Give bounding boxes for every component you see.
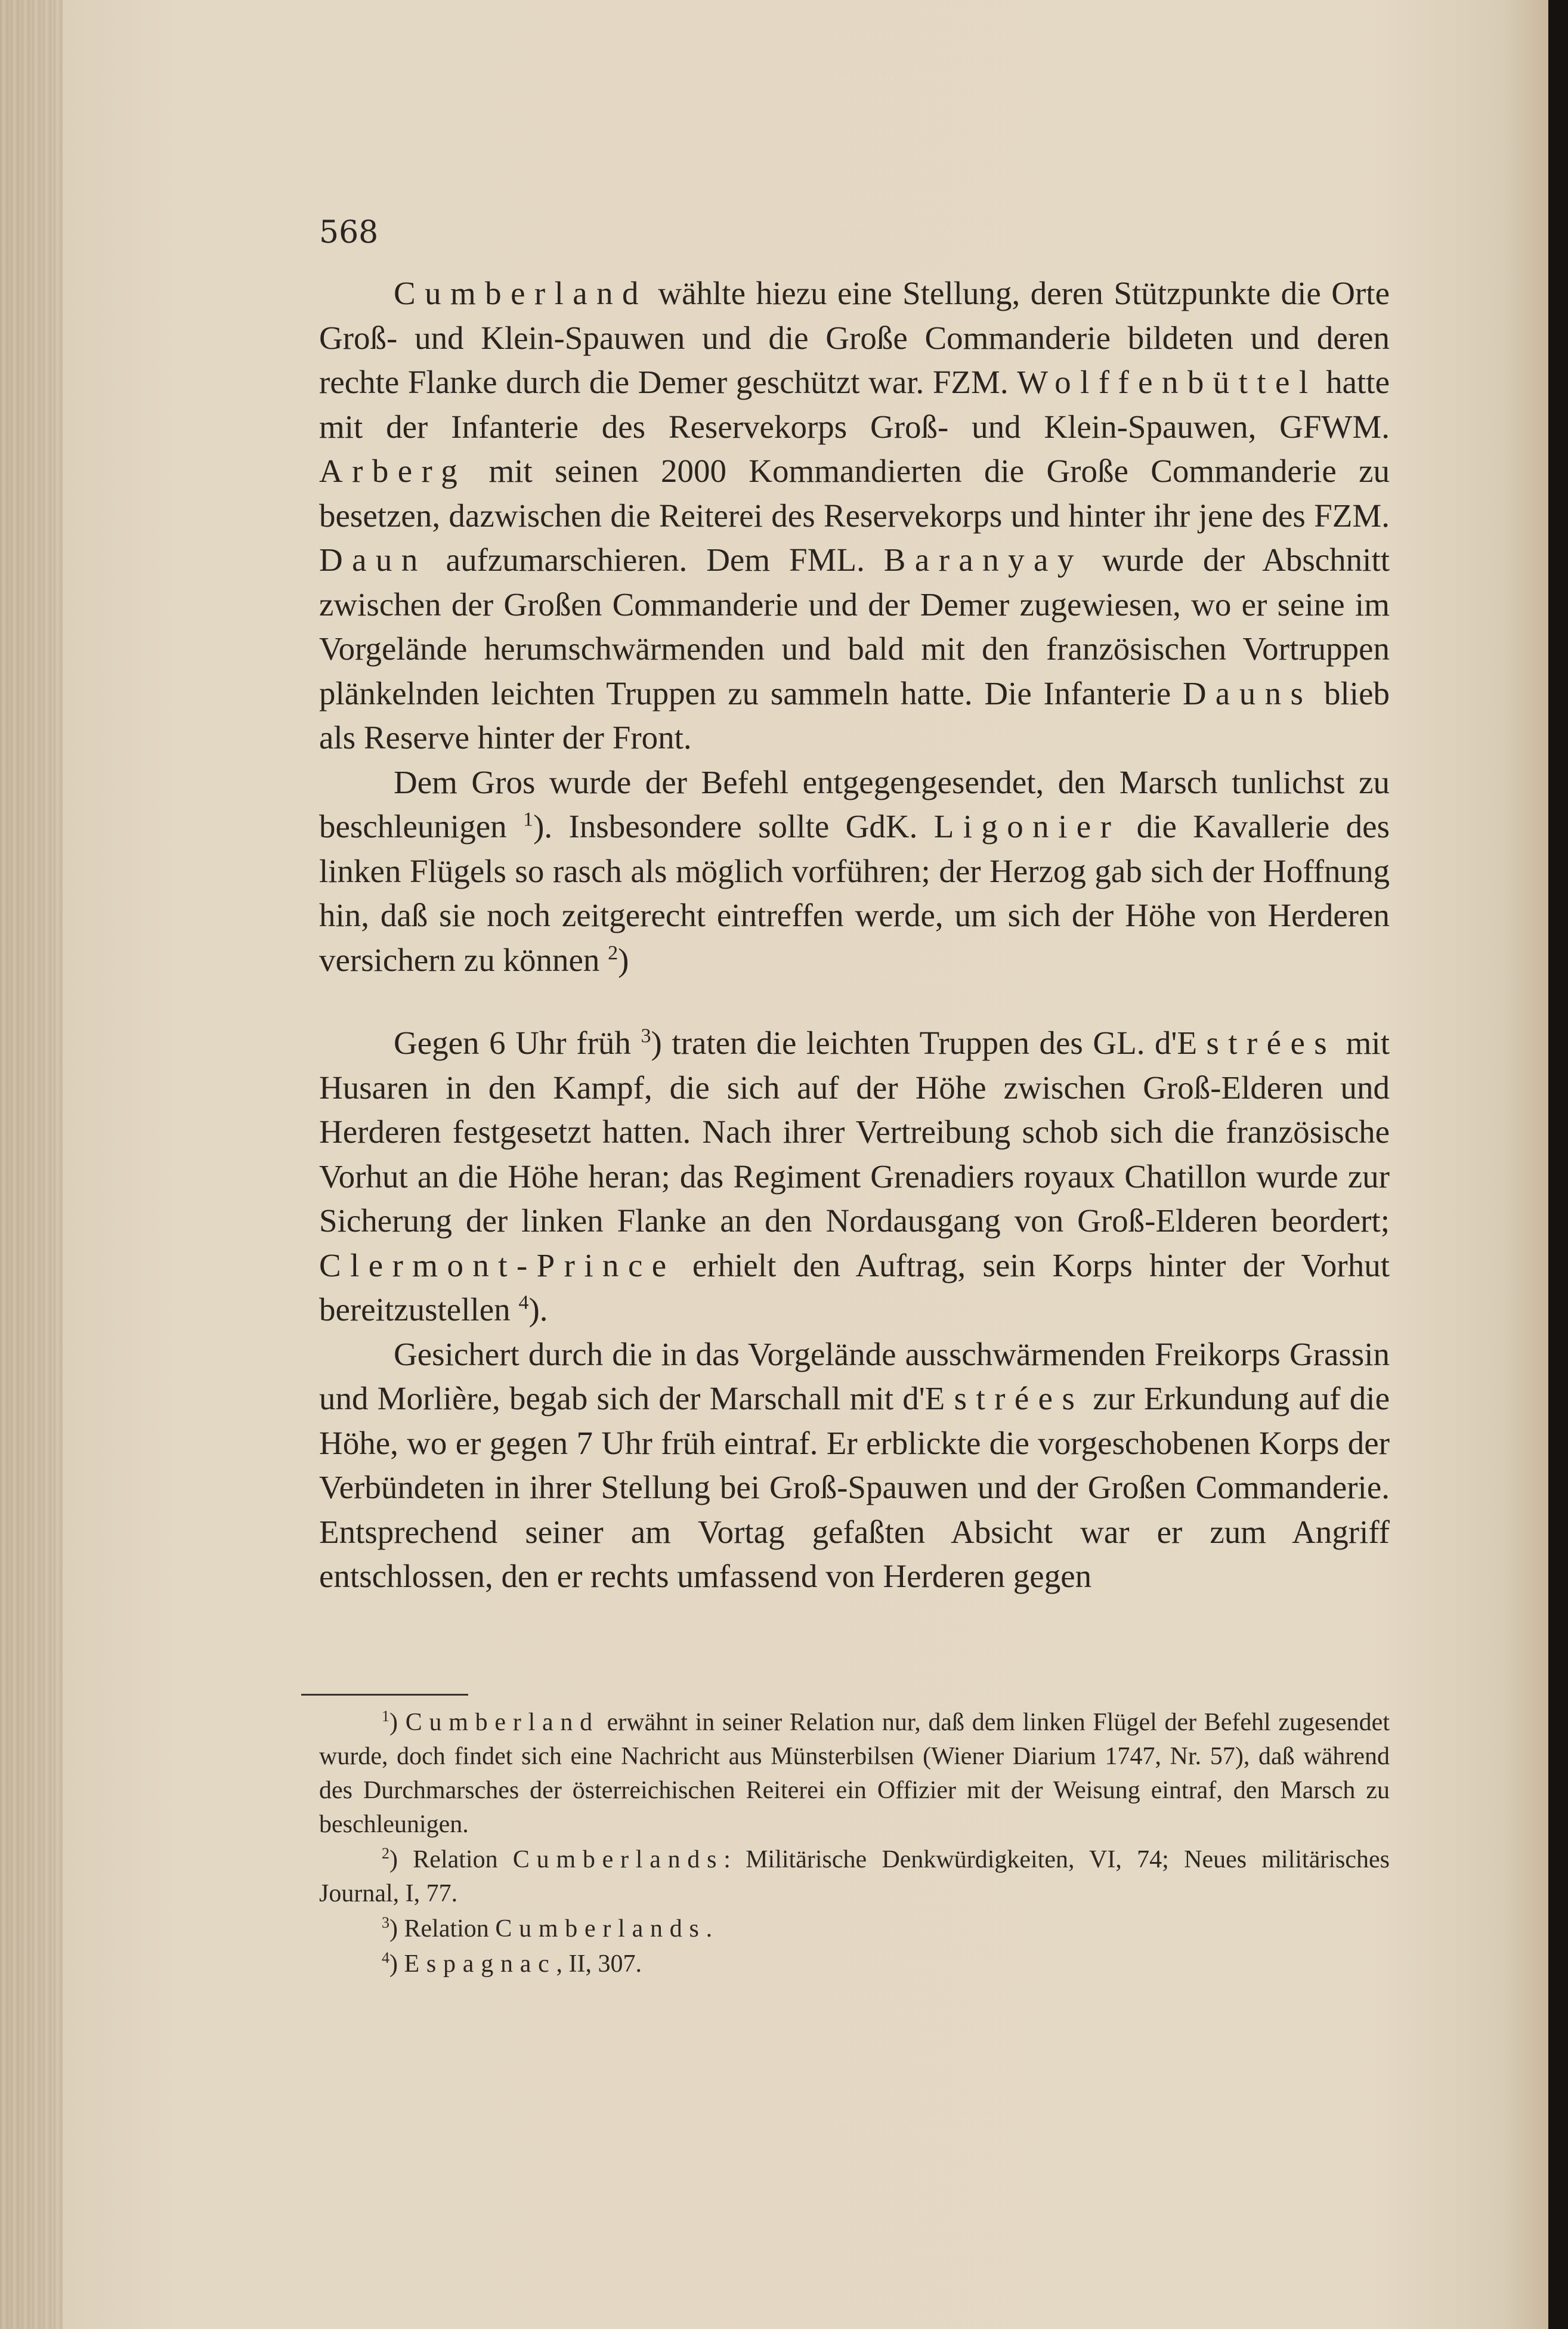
footnote-marker: 2: [608, 942, 618, 964]
text-run: ): [389, 1709, 406, 1736]
spaced-name: Wolffenbüttel: [1017, 364, 1318, 400]
footnote-marker: 4: [518, 1291, 529, 1314]
spaced-name: Cumberlands: [495, 1915, 706, 1943]
text-run: erwähnt in seiner Relation nur, daß dem linken Flügel der Befehl zugesendet wurde, doch findet sich eine Nachricht aus Münsterbilsen (Wiener Diarium 1747, Nr. 57), daß während des Durchmarsches der österreichischen Reiterei ein Offizier mit der Weisung eintraf, den Marsch zu beschleunigen.: [319, 1709, 1390, 1838]
footnote: [319, 1843, 1390, 1911]
footnote: [319, 1947, 1390, 1981]
page-number: 568: [319, 215, 379, 250]
text-run: Gegen 6 Uhr früh: [394, 1025, 641, 1061]
footnotes: [319, 1706, 1390, 1982]
text-run: zur Erkundung auf die Höhe, wo er gegen 7 Uhr früh eintraf. Er erblickte die vorgeschobenen Korps der Verbündeten in ihrer Stellung bei Groß-Spauwen und der Großen Commanderie. Entsprechend seiner am Vortag gefaßten Absicht war er zum Angriff entschlossen, den er rechts umfassend von Herderen gegen: [319, 1380, 1390, 1594]
text-run: ) Relation: [389, 1915, 496, 1943]
footnote-marker: 3: [382, 1914, 390, 1931]
paragraph: [319, 760, 1390, 983]
text-run: ).: [528, 1291, 548, 1328]
text-run: mit seinen 2000 Kommandierten die Große Commanderie zu besetzen, dazwischen die Reiterei des Reservekorps und hinter ihr jene des FZM.: [319, 453, 1390, 534]
text-run: hatte mit der Infanterie des Reservekorps Groß- und Klein-Spauwen, GFWM.: [319, 364, 1390, 445]
text-run: , II, 307.: [556, 1950, 642, 1978]
text-run: ): [618, 941, 629, 978]
footnote: [319, 1912, 1390, 1946]
footnote: [319, 1706, 1390, 1842]
text-run: blieb als Reserve hinter der Front.: [319, 675, 1390, 756]
text-run: mit Husaren in den Kampf, die sich auf der Höhe zwischen Groß-Elderen und Herderen festgesetzt hatten. Nach ihrer Vertreibung schob sich die französische Vorhut an die Höhe heran; das Regiment Grenadiers royaux Chatillon wurde zur Sicherung der linken Flanke an den Nordausgang von Groß-Elderen beordert;: [319, 1025, 1390, 1239]
body-text: [319, 271, 1390, 1599]
spaced-name: Cumberland: [394, 275, 648, 311]
text-run: ) Relation: [389, 1846, 513, 1873]
spaced-name: Clermont-Prince: [319, 1247, 676, 1283]
footnote-marker: 2: [382, 1845, 390, 1862]
text-run: aufzumarschieren. Dem FML.: [426, 542, 884, 578]
text-run: ): [389, 1950, 404, 1978]
text-run: die Kavallerie des linken Flügels so rasch als möglich vorführen; der Herzog gab sich der Hoffnung hin, daß sie noch zeitgerecht eintreffen werde, um sich der Höhe von Herderen versichern zu können: [319, 808, 1390, 978]
footnote-marker: 3: [641, 1025, 651, 1047]
text-run: erhielt den Auftrag, sein Korps hinter der Vorhut bereitzustellen: [319, 1247, 1390, 1328]
text-run: ). Insbesondere sollte GdK.: [533, 808, 934, 845]
text-run: wurde der Abschnitt zwischen der Großen Commanderie und der Demer zugewiesen, wo er seine im Vorgelände herumschwärmenden und bald mit den französischen Vortruppen plänkelnden leichten Truppen zu sammeln hatte. Die Infanterie: [319, 542, 1390, 712]
spaced-name: Estrées: [924, 1380, 1084, 1416]
spaced-name: Espagnac: [404, 1950, 556, 1978]
spaced-name: Estrées: [1177, 1025, 1337, 1061]
text-run: Gesichert durch die in das Vorgelände ausschwärmenden Freikorps Grassin und Morlière, begab sich der Marschall mit d': [319, 1335, 1390, 1416]
text-run: Dem Gros wurde der Befehl entgegengesendet, den Marsch tunlichst zu beschleunigen: [319, 763, 1390, 845]
text-run: ) traten die leichten Truppen des GL. d': [651, 1025, 1177, 1061]
spaced-name: Ligonier: [933, 808, 1121, 845]
paragraph: [319, 1332, 1390, 1599]
text-run: wählte hiezu eine Stellung, deren Stützpunkte die Orte Groß- und Klein-Spauwen und die Große Commanderie bildeten und deren rechte Flanke durch die Demer geschützt war. FZM.: [319, 275, 1390, 400]
text-run: : Militärische Denkwürdigkeiten, VI, 74; Neues militärisches Journal, I, 77.: [319, 1846, 1390, 1907]
spaced-name: Cumberlands: [512, 1846, 724, 1873]
spaced-name: Cumberland: [405, 1709, 599, 1736]
footnote-marker: 1: [523, 808, 534, 831]
spaced-name: Arberg: [319, 453, 467, 489]
paragraph: [319, 1021, 1390, 1332]
page-stack-edge: [0, 0, 63, 2329]
spaced-name: Dauns: [1182, 675, 1313, 712]
spaced-name: Baranyay: [883, 542, 1083, 578]
text-run: .: [706, 1915, 713, 1943]
footnote-marker: 1: [382, 1708, 390, 1725]
footnote-rule: [301, 1694, 468, 1696]
paragraph: [319, 271, 1390, 760]
scan-border: [1548, 0, 1568, 2329]
spaced-name: Daun: [319, 542, 427, 578]
footnote-marker: 4: [382, 1949, 390, 1966]
